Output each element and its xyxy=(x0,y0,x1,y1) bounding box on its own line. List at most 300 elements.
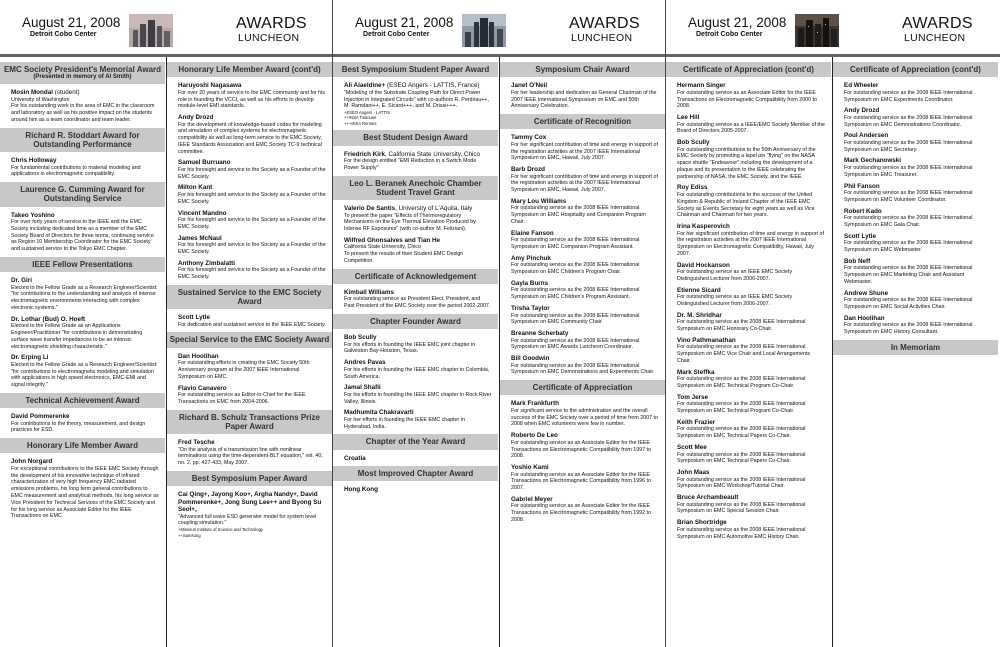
award-entry xyxy=(167,353,332,381)
section-header xyxy=(167,332,332,347)
award-citation: For outstanding service as the 2008 IEEE International Symposium on EMC Vice Chair and Local Arrangements Chair. xyxy=(677,344,810,365)
award-entry xyxy=(0,212,165,253)
section-header xyxy=(333,466,498,481)
award-entry xyxy=(666,184,831,219)
section-title: Certificate of Appreciation xyxy=(532,383,633,393)
award-citation: For outstanding service as the 2008 IEEE International Symposium on EMC Technical Papers Co-Chair. xyxy=(677,451,806,465)
recipient-name: Haruyoshi Nagasawa xyxy=(178,82,242,90)
award-citation: For outstanding service as an Associate Editor for the IEEE Transactions on Electromagnetic Compatibility from 1997 to 2008. xyxy=(511,439,651,460)
award-entry xyxy=(333,359,498,380)
award-entry xyxy=(666,444,831,465)
recipient-name: Scott Mee xyxy=(677,444,707,452)
section-header xyxy=(167,471,332,486)
recipient-line xyxy=(11,157,159,165)
award-entry xyxy=(0,354,165,389)
award-citation: For outstanding service as the 2008 IEEE International Symposium on EMC Workshop/Tutorial Chair. xyxy=(677,476,806,490)
section-title: Laurence G. Cumming Award for Outstanding Service xyxy=(20,185,145,204)
award-citation: For outstanding service as the 2008 IEEE International Symposium on EMC Treasurer. xyxy=(844,164,973,178)
section-subtitle: (Presented in memory of Al Smith) xyxy=(33,74,132,81)
recipient-line xyxy=(677,114,825,122)
award-entry xyxy=(500,400,665,428)
recipient-line xyxy=(178,184,326,192)
award-citation: For her significant contribution of time and energy in support of the registration activities at the 2007 IEEE International Symposium on EMC, Hawaii, July 2007. xyxy=(511,141,658,162)
award-citation: To present the paper "Effects of Thermoregulatory Mechanisms on the Eye Thermal Elevation Produced by Intense RF Exposures" (with co-author M. Feliziani). xyxy=(344,212,476,233)
section-header xyxy=(833,340,998,355)
recipient-line xyxy=(344,486,492,494)
section-header xyxy=(0,62,165,84)
award-citation: For contributions to the theory, measurement, and design practices for ESD. xyxy=(11,420,146,434)
section-title: Chapter Founder Award xyxy=(370,316,461,326)
recipient-line xyxy=(511,496,659,504)
recipient-name: Scott Lytle xyxy=(178,314,210,322)
award-citation: For outstanding service as the 2008 IEEE International Symposium on EMC Awards Luncheon Coordinator. xyxy=(511,337,640,351)
award-citation: "Modeling of the Substrate Coupling Path for Direct Power Injection in Integrated Circuits" with co-authors R. Perdriau++, M. Ramdani++, E. Sicard+++, and M. Drissi+++. xyxy=(344,89,489,110)
recipient-name: Anthony Zimbalatti xyxy=(178,259,236,267)
program-column xyxy=(500,60,665,647)
recipient-name: Dr. Giri xyxy=(11,277,32,285)
recipient-line xyxy=(677,519,825,527)
award-citation: For outstanding service as the 2008 IEEE International Symposium on EMC Automotive EMC History Chair. xyxy=(677,526,806,540)
luncheon-title: LUNCHEON xyxy=(904,32,966,44)
recipient-line xyxy=(844,233,992,241)
recipient-name: Janet O'Neil xyxy=(511,82,548,90)
award-citation: For outstanding service as the 2008 IEEE International Symposium on EMC Demonstrations and Experiments Chair. xyxy=(511,362,655,376)
section-title: Certificate of Appreciation (cont'd) xyxy=(683,65,814,74)
recipient-name: Andy Drozd xyxy=(178,114,214,122)
award-entry xyxy=(666,82,831,110)
section-header xyxy=(0,393,165,408)
award-entry xyxy=(500,496,665,524)
award-entry xyxy=(0,157,165,178)
recipient-name: Irina Kasperovich xyxy=(677,223,730,231)
award-entry xyxy=(500,464,665,492)
award-citation: For outstanding service as the 2008 IEEE International Symposium on EMC Volunteer Coordinator. xyxy=(844,190,973,203)
skyline-photo xyxy=(462,14,506,47)
award-citation: For outstanding service as an Associate Editor for the IEEE Transactions on Electromagnetic Compatibility from 2000 to 2008. xyxy=(677,89,817,110)
section-title: IEEE Fellow Presentations xyxy=(32,259,133,269)
award-entry xyxy=(666,337,831,365)
recipient-line xyxy=(344,205,492,213)
recipient-line xyxy=(844,107,992,115)
recipient-name: Roy Ediss xyxy=(677,184,708,192)
award-citation: For outstanding service as a IEEE/EMC Society Member of the Board of Directors 2005-2007. xyxy=(677,121,825,135)
award-citation: For outstanding service as the 2008 IEEE International Symposium on EMC Demonstrations Coordinator. xyxy=(844,114,973,128)
recipient-name: Tom Jerse xyxy=(677,393,709,401)
recipient-affiliation: , University of L'Aquila, Italy xyxy=(395,205,473,213)
section-title: EMC Society President's Memorial Award xyxy=(3,65,162,74)
recipient-line xyxy=(844,82,992,90)
recipient-line xyxy=(677,223,825,231)
recipient-name: David Hockanson xyxy=(677,261,730,269)
recipient-name: Trisha Taylor xyxy=(511,304,550,312)
award-entry xyxy=(666,419,831,440)
award-entry xyxy=(666,114,831,135)
recipient-name: Flavio Canavero xyxy=(178,384,227,392)
recipient-line xyxy=(677,394,825,402)
program-panel-1 xyxy=(0,0,333,647)
award-citation: For outstanding service as an IEEE EMC Society Distinguished Lecturer from 2006-2007. xyxy=(677,269,793,283)
award-citation: For outstanding service as an Associate Editor for the IEEE Transactions on Electromagnetic Compatibility from 1992 to 2008. xyxy=(511,503,651,524)
award-entry xyxy=(833,107,998,128)
recipient-name: Bob Neff xyxy=(844,257,871,265)
award-entry xyxy=(333,237,498,265)
section-title: Honorary Life Member Award xyxy=(26,441,139,451)
recipient-name: Andrew Shune xyxy=(844,289,889,297)
award-citation: For significant service to the administration and the overall success of the EMC Society over a period of time from 2007 to 2008 when EMC volunteers were few in number. xyxy=(511,407,658,428)
recipient-name: Samuel Burruano xyxy=(178,159,231,167)
recipient-line xyxy=(677,287,825,295)
recipient-line xyxy=(677,469,825,477)
recipient-name: Brian Shortridge xyxy=(677,519,727,527)
award-entry xyxy=(833,132,998,153)
award-citation: For outstanding service as the 2008 IEEE International Symposium on EMC Hospitality and Companion Program Chair. xyxy=(511,205,646,225)
section-header xyxy=(167,62,332,77)
section-title: Best Student Design Award xyxy=(363,133,468,143)
recipient-name: Mosin Mondal xyxy=(11,89,53,97)
award-entry xyxy=(0,277,165,312)
award-citation: Elected to the Fellow Grade as an Applications Engineer/Practitioner "for contributions in demonstrating surface wave transfer impedances to be an intrinsic electromagnetic shielding characteristic." xyxy=(11,323,143,350)
recipient-line xyxy=(344,334,492,342)
award-entry xyxy=(0,89,165,124)
program-panel-2 xyxy=(333,0,666,647)
award-citation: For outstanding service as the 2008 IEEE International Symposium on EMC Technical Papers Co-Chair. xyxy=(677,426,806,440)
award-citation: For exceptional contributions to the IEEE EMC Society through the development of his innovative technique of infrared characterization of very high frequency EMC radiated emissions problems, his long term general contributions to EMC measurement and analytical methods, his long service as Vice President for Technical Services of the EMC Society and for his long service as Associate Editor for the IEEE Transactions on EMC. xyxy=(11,465,159,520)
recipient-line xyxy=(11,277,159,285)
award-entry xyxy=(833,290,998,311)
award-citation: For his foresight and service to the Society as a Founder of the EMC Society. xyxy=(178,242,326,255)
recipient-name: Ed Wheeler xyxy=(844,82,879,90)
award-entry xyxy=(0,458,165,520)
award-citation: "Advanced full wave ESD generator model for system level coupling simulation." xyxy=(178,513,317,527)
section-title: Most Improved Chapter Award xyxy=(357,469,474,479)
section-title: Symposium Chair Award xyxy=(535,65,630,74)
recipient-line xyxy=(511,198,659,206)
section-header xyxy=(167,285,332,309)
recipient-name: Bruce Archambeault xyxy=(677,494,739,502)
recipient-name: Cai Qing+, Jayong Koo+, Argha Nandy+, David Pommerenke+, Jong Sung Lee++ and Byong Su Seol+, xyxy=(178,491,322,514)
program-column xyxy=(833,60,998,647)
award-entry xyxy=(500,255,665,276)
recipient-name: Robert Kado xyxy=(844,207,882,215)
recipient-line xyxy=(677,262,825,270)
recipient-line xyxy=(178,439,326,447)
recipient-name: Bob Scully xyxy=(344,334,377,342)
award-entry xyxy=(333,409,498,430)
award-citation: For outstanding efforts in creating the EMC Society 50th Anniversary program at the 2007 IEEE International Symposium on EMC. xyxy=(178,360,310,380)
recipient-name: Elaine Fanson xyxy=(511,229,554,237)
section-header xyxy=(333,314,498,329)
award-entry xyxy=(666,494,831,515)
recipient-line xyxy=(511,432,659,440)
recipient-line xyxy=(677,369,825,377)
award-citation: For outstanding service as an IEEE EMC Society Distinguished Lecturer from 2006-2007. xyxy=(677,294,793,308)
recipient-line xyxy=(677,312,825,320)
panel-header xyxy=(0,0,332,57)
recipient-name: Jamal Shafii xyxy=(344,384,381,392)
award-entry xyxy=(333,205,498,233)
award-citation: For outstanding contributions to the success of the United Kingdom & Republic of Ireland Chapter of the IEEE EMC Society as Events Secretary for eight years as well as Vice Chairman and Chairman for two years. xyxy=(677,192,815,219)
recipient-line xyxy=(511,280,659,288)
recipient-line xyxy=(677,337,825,345)
award-entry xyxy=(167,314,332,328)
recipient-name: Mark Gechanowski xyxy=(844,157,902,165)
award-entry xyxy=(500,330,665,351)
recipient-line xyxy=(844,208,992,216)
award-entry xyxy=(666,312,831,333)
award-entry xyxy=(666,139,831,180)
recipient-name: Dan Hoolihan xyxy=(178,352,219,360)
section-title: Certificate of Appreciation (cont'd) xyxy=(850,65,981,74)
award-entry xyxy=(0,413,165,434)
recipient-name: Madhumita Chakravarti xyxy=(344,409,414,417)
section-title: Richard R. Stoddart Award for Outstanding Performance xyxy=(25,130,140,149)
awards-title: AWARDS xyxy=(236,15,307,32)
award-entry xyxy=(833,183,998,204)
section-title: Special Service to the EMC Society Award xyxy=(169,335,330,345)
award-citation: For the design entitled "EMI Reduction in a Switch Mode Power Supply" xyxy=(344,158,477,171)
event-venue: Detroit Cobo Center xyxy=(696,31,763,38)
award-entry xyxy=(167,82,332,110)
award-entry xyxy=(500,230,665,251)
recipient-line xyxy=(844,183,992,191)
section-header xyxy=(500,380,665,395)
award-citation: For over 20 years of service to the EMC community and for his role in founding the VCCI, as well as his efforts to develop module-level EMI standards. xyxy=(178,89,325,110)
award-citation: For over forty years of service to the IEEE and the EMC Society including dedicated time as a member of the EMC Society Board of Directors for three terms, continuing service as Region 10 Membership Coordinator for the EMC Society and sustained service to the Tokyo EMC Chapter. xyxy=(11,219,154,253)
recipient-line xyxy=(344,237,492,245)
recipient-name: James McNaul xyxy=(178,234,222,242)
program-column xyxy=(666,60,831,647)
section-header xyxy=(0,438,165,453)
recipient-name: David Pommerenke xyxy=(11,413,70,421)
skyline-photo xyxy=(795,14,839,47)
recipient-name: Dr. Erping Li xyxy=(11,354,49,362)
recipient-name: Andres Pavas xyxy=(344,359,386,367)
recipient-name: Dr. M. Shridhar xyxy=(677,311,722,319)
award-entry xyxy=(333,151,498,172)
award-citation: For outstanding service as the 2008 IEEE International Symposium on EMC Webmaster. xyxy=(844,240,973,253)
recipient-name: Chris Holloway xyxy=(11,157,57,165)
recipient-name: Gabriel Meyer xyxy=(511,495,553,503)
recipient-line xyxy=(11,354,159,362)
recipient-name: Keith Frazier xyxy=(677,418,716,426)
award-citation: For outstanding service as the 2008 IEEE International Symposium on EMC Children's Program Chair. xyxy=(511,262,640,276)
award-entry xyxy=(500,82,665,110)
section-header xyxy=(0,128,165,152)
recipient-name: Bill Goodwin xyxy=(511,355,550,363)
recipient-name: Kimball Williams xyxy=(344,288,394,296)
award-entry xyxy=(500,280,665,301)
award-entry xyxy=(666,369,831,390)
award-citation: For fundamental contributions to material modeling and applications in electromagnetic compatibility. xyxy=(11,164,141,178)
recipient-line xyxy=(344,384,492,392)
recipient-line xyxy=(178,260,326,268)
award-entry xyxy=(833,157,998,178)
recipient-name: Roberto De Leo xyxy=(511,432,558,440)
recipient-name: Hong Kong xyxy=(344,486,378,494)
awards-title: AWARDS xyxy=(902,15,973,32)
recipient-line xyxy=(344,82,492,90)
award-citation: For her significant contribution of time and energy in support of the registration activities at the 2007 IEEE International Symposium on Electromagnetic Compatibility, Hawaii, July 2007. xyxy=(677,230,824,257)
award-citation: For outstanding service as an Associate Editor for the IEEE Transactions on Electromagnetic Compatibility from 1996 to 2007. xyxy=(511,471,651,492)
recipient-name: Tammy Cox xyxy=(511,134,547,142)
award-citation: "On the analysis of a transmission line with nonlinear terminations using the time-dependent-BLT equation," vol. 40, no. 2, pp. 427-433, May 2007. xyxy=(178,446,323,467)
luncheon-title: LUNCHEON xyxy=(238,32,300,44)
section-title: In Memoriam xyxy=(890,342,941,352)
recipient-name: Andy Drozd xyxy=(844,107,880,115)
section-header xyxy=(0,257,165,272)
recipient-line xyxy=(844,157,992,165)
award-citation: For outstanding service as the 2008 IEEE International Symposium on EMC Gala Chair. xyxy=(844,215,973,228)
recipient-name: Milton Kant xyxy=(178,184,213,192)
award-citation: For outstanding service as the 2008 IEEE International Symposium on EMC Social Activities Chair. xyxy=(844,297,973,310)
section-header xyxy=(666,62,831,77)
event-date: August 21, 2008 xyxy=(688,15,787,30)
section-title: Chapter of the Year Award xyxy=(365,437,466,447)
recipient-line xyxy=(344,409,492,417)
award-entry xyxy=(333,455,498,463)
recipient-name: Phil Fanson xyxy=(844,182,880,190)
award-entry xyxy=(333,384,498,405)
award-citation: For his efforts in founding the IEEE EMC joint chapter in Galveston Bay-Houston, Texas. xyxy=(344,341,476,355)
recipient-name: Dr. Lothar (Bud) O. Hoeft xyxy=(11,315,86,323)
panel-header xyxy=(666,0,1000,57)
award-citation: For outstanding service as Editor-in-Chief for the IEEE Transactions on EMC from 2004-2006. xyxy=(178,392,306,405)
award-entry xyxy=(333,334,498,355)
recipient-line xyxy=(844,258,992,266)
award-entry xyxy=(167,260,332,281)
recipient-line xyxy=(677,444,825,452)
program-column xyxy=(333,60,498,647)
recipient-name: Takeo Yoshino xyxy=(11,211,55,219)
awards-title: AWARDS xyxy=(569,15,640,32)
award-entry xyxy=(833,208,998,229)
award-entry xyxy=(500,166,665,194)
recipient-name: Mark Frankfurth xyxy=(511,400,559,408)
award-entry xyxy=(500,134,665,162)
recipient-line xyxy=(511,355,659,363)
award-entry xyxy=(167,385,332,406)
recipient-name: Friedrich Kirk xyxy=(344,150,385,158)
recipient-name: Vino Pathmanathan xyxy=(677,336,736,344)
award-citation: For outstanding service as the 2008 IEEE International Symposium on EMC Community Chair. xyxy=(511,312,640,326)
author-affiliations: +ESEO Angers - LATTIS ++INSA Toulouse +++INSA Rennes xyxy=(344,110,390,126)
award-entry xyxy=(167,159,332,180)
recipient-line xyxy=(178,491,326,514)
recipient-line xyxy=(511,134,659,142)
award-entry xyxy=(666,262,831,283)
recipient-line xyxy=(178,235,326,243)
recipient-affiliation: (student) xyxy=(52,89,80,97)
recipient-affiliation: , California State University, Chico xyxy=(384,150,481,158)
award-citation: For outstanding service as the 2008 IEEE International Symposium on EMC History Consultant. xyxy=(844,322,973,335)
award-citation: For his foresight and service to the Society as a Founder of the EMC Society. xyxy=(178,217,326,230)
award-citation: For the development of knowledge-based codes for modeling and simulation of complex systems for electromagnetic compatibility as well as long-term service to the EMC Society, IEEE Standards Association and EMC Society TC-9 technical committee. xyxy=(178,121,322,155)
recipient-name: Croatia xyxy=(344,454,366,462)
award-citation: For outstanding service as the 2008 IEEE International Symposium on EMC Technical Program Co-Chair. xyxy=(677,401,806,415)
section-header xyxy=(333,130,498,145)
recipient-line xyxy=(677,494,825,502)
award-citation: For dedication and sustained service to the IEEE EMC Society. xyxy=(178,321,326,328)
award-citation: For his foresight and service to the Society as a Founder of the EMC Society. xyxy=(178,192,326,205)
section-header xyxy=(333,176,498,200)
section-title: Leo L. Beranek Anechoic Chamber Student Travel Grant xyxy=(349,178,482,197)
event-venue: Detroit Cobo Center xyxy=(363,31,430,38)
panel-header xyxy=(333,0,665,57)
skyline-photo xyxy=(129,14,173,47)
award-entry xyxy=(167,491,332,538)
event-date: August 21, 2008 xyxy=(22,15,121,30)
section-title: Certificate of Recognition xyxy=(533,117,632,127)
award-entry xyxy=(666,223,831,258)
award-entry xyxy=(333,486,498,494)
section-title: Best Symposium Student Paper Award xyxy=(341,65,490,74)
recipient-name: Etienne Sicard xyxy=(677,286,721,294)
recipient-name: Valerio De Santis xyxy=(344,205,396,213)
recipient-line xyxy=(511,82,659,90)
recipient-line xyxy=(677,184,825,192)
award-citation: Elected to the Fellow Grade as a Research Engineer/Scientist: "for contributions to electromagnetic modeling and simulation with applications in high speed electronics, EMC-EMI and signal integrity." xyxy=(11,361,158,389)
recipient-name: Barb Drozd xyxy=(511,166,545,174)
recipient-line xyxy=(11,413,159,421)
recipient-line xyxy=(677,139,825,147)
award-citation: For his foresight and service to the Society as a Founder of the EMC Society. xyxy=(178,166,326,180)
award-citation: For his efforts in founding the IEEE EMC chapter in Rock River Valley, Illinois. xyxy=(344,391,492,405)
award-entry xyxy=(0,316,165,351)
recipient-line xyxy=(511,230,659,238)
award-citation: For her leadership and dedication as General Chairman of the 2007 IEEE International Symposium on EMC and 50th Anniversary Celebration. xyxy=(511,89,657,110)
recipient-name: Yoshio Kami xyxy=(511,464,549,472)
award-entry xyxy=(833,233,998,254)
recipient-line xyxy=(344,289,492,297)
recipient-line xyxy=(844,315,992,323)
award-citation: For outstanding service as the 2008 IEEE International Symposium on EMC Secretary. xyxy=(844,139,973,153)
recipient-line xyxy=(11,89,159,97)
recipient-line xyxy=(511,166,659,174)
award-citation: For his foresight and service to the Society as a Founder of the EMC Society. xyxy=(178,267,326,281)
recipient-name: Dan Hoolihan xyxy=(844,314,885,322)
award-entry xyxy=(167,210,332,231)
award-entry xyxy=(833,82,998,103)
award-citation: For outstanding service as the 2008 IEEE International Symposium on EMC Marketing Chair and Assistant Webmaster. xyxy=(844,265,973,285)
award-citation: For outstanding service as the 2008 IEEE International Symposium on EMC Technical Program Co-Chair. xyxy=(677,376,806,390)
section-header xyxy=(333,62,498,77)
recipient-line xyxy=(344,455,492,463)
recipient-name: Hermann Singer xyxy=(677,82,726,90)
recipient-name: Breanne Scherbaty xyxy=(511,330,569,338)
award-entry xyxy=(833,315,998,336)
recipient-line xyxy=(178,210,326,218)
program-panel-3 xyxy=(666,0,1000,647)
award-entry xyxy=(666,469,831,490)
recipient-name: Amy Pinchuk xyxy=(511,254,551,262)
section-header xyxy=(0,182,165,206)
recipient-name: Vincent Mandno xyxy=(178,209,227,217)
recipient-line xyxy=(844,290,992,298)
award-citation: For outstanding service as the 2008 IEEE International Symposium on EMC Companion Program Assistant. xyxy=(511,237,640,251)
recipient-line xyxy=(178,159,326,167)
recipient-line xyxy=(344,359,492,367)
award-citation: For outstanding service as the 2008 IEEE International Symposium on EMC Children's Program Assistant. xyxy=(511,287,640,301)
recipient-name: Scott Lytle xyxy=(844,232,876,240)
recipient-line xyxy=(178,353,326,361)
recipient-name: John Norgard xyxy=(11,458,53,466)
program-column xyxy=(0,60,165,647)
award-citation: For his efforts in founding the IEEE EMC chapter in Colombia, South America. xyxy=(344,366,490,380)
award-citation: For her significant contribution of time and energy in support of the registration activities at the 2007 IEEE International Symposium on EMC, Hawaii, July 2007. xyxy=(511,173,658,194)
recipient-line xyxy=(11,316,159,324)
award-citation: University of Washington For his outstanding work in the area of EMC in the classroom and laboratory as well as his positive impact on the students around him as a team coordinator and team leader. xyxy=(11,96,155,123)
section-title: Certificate of Acknowledgement xyxy=(354,271,477,281)
